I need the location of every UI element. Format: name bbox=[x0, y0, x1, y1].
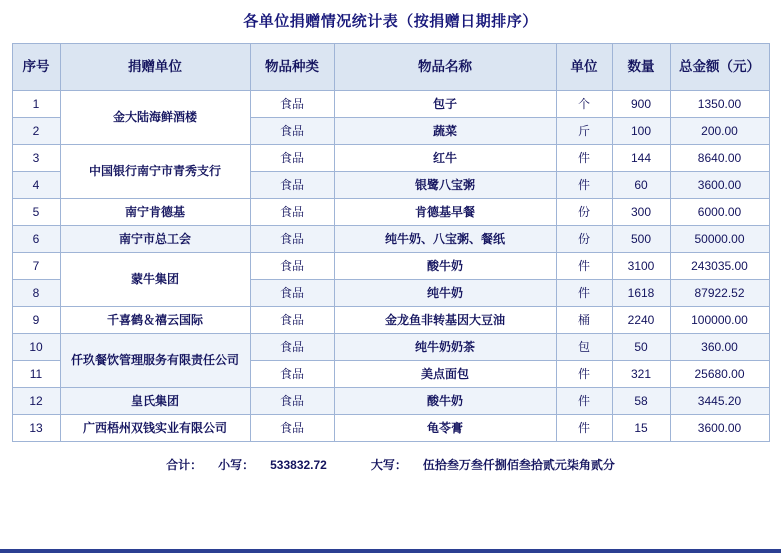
cell-category: 食品 bbox=[250, 145, 334, 172]
cell-amount: 25680.00 bbox=[670, 361, 769, 388]
column-header-amount: 总金额（元） bbox=[670, 44, 769, 91]
cell-goods-name: 金龙鱼非转基因大豆油 bbox=[334, 307, 556, 334]
cell-category: 食品 bbox=[250, 253, 334, 280]
cell-quantity: 3100 bbox=[612, 253, 670, 280]
cell-quantity: 144 bbox=[612, 145, 670, 172]
cell-amount: 3600.00 bbox=[670, 172, 769, 199]
cell-seq: 2 bbox=[12, 118, 60, 145]
cell-amount: 50000.00 bbox=[670, 226, 769, 253]
cell-unit-measure: 份 bbox=[556, 199, 612, 226]
cell-seq: 8 bbox=[12, 280, 60, 307]
cell-amount: 6000.00 bbox=[670, 199, 769, 226]
column-header-unit: 捐赠单位 bbox=[60, 44, 250, 91]
cell-seq: 4 bbox=[12, 172, 60, 199]
cell-category: 食品 bbox=[250, 388, 334, 415]
cell-donor-unit: 中国银行南宁市青秀支行 bbox=[60, 145, 250, 199]
cell-category: 食品 bbox=[250, 334, 334, 361]
cell-quantity: 500 bbox=[612, 226, 670, 253]
cell-unit-measure: 个 bbox=[556, 91, 612, 118]
table-row bbox=[12, 388, 769, 415]
cell-donor-unit: 南宁肯德基 bbox=[60, 199, 250, 226]
cell-donor-unit: 金大陆海鲜酒楼 bbox=[60, 91, 250, 145]
cell-goods-name: 银鹭八宝粥 bbox=[334, 172, 556, 199]
page-title: 各单位捐赠情况统计表（按捐赠日期排序） bbox=[243, 13, 538, 30]
cell-unit-measure: 桶 bbox=[556, 307, 612, 334]
column-header-category: 物品种类 bbox=[250, 44, 334, 91]
cell-unit-measure: 包 bbox=[556, 334, 612, 361]
table-row bbox=[12, 199, 769, 226]
cell-category: 食品 bbox=[250, 226, 334, 253]
cell-amount: 3445.20 bbox=[670, 388, 769, 415]
cell-seq: 10 bbox=[12, 334, 60, 361]
lowercase-total-value: 533832.72 bbox=[270, 457, 327, 472]
table-row bbox=[12, 226, 769, 253]
column-header-unit-measure: 单位 bbox=[556, 44, 612, 91]
cell-donor-unit: 广西梧州双钱实业有限公司 bbox=[60, 415, 250, 442]
cell-quantity: 2240 bbox=[612, 307, 670, 334]
cell-donor-unit: 皇氏集团 bbox=[60, 388, 250, 415]
table-row bbox=[12, 307, 769, 334]
cell-goods-name: 纯牛奶、八宝粥、餐纸 bbox=[334, 226, 556, 253]
cell-amount: 87922.52 bbox=[670, 280, 769, 307]
cell-donor-unit: 南宁市总工会 bbox=[60, 226, 250, 253]
cell-donor-unit: 仟玖餐饮管理服务有限责任公司 bbox=[60, 334, 250, 388]
cell-amount: 360.00 bbox=[670, 334, 769, 361]
cell-goods-name: 龟苓膏 bbox=[334, 415, 556, 442]
cell-category: 食品 bbox=[250, 415, 334, 442]
cell-goods-name: 酸牛奶 bbox=[334, 388, 556, 415]
column-header-quantity: 数量 bbox=[612, 44, 670, 91]
cell-quantity: 60 bbox=[612, 172, 670, 199]
cell-goods-name: 包子 bbox=[334, 91, 556, 118]
cell-goods-name: 红牛 bbox=[334, 145, 556, 172]
uppercase-total-value: 伍拾叁万叁仟捌佰叁拾贰元柒角贰分 bbox=[422, 458, 615, 472]
cell-goods-name: 酸牛奶 bbox=[334, 253, 556, 280]
cell-quantity: 300 bbox=[612, 199, 670, 226]
cell-goods-name: 纯牛奶奶茶 bbox=[334, 334, 556, 361]
cell-unit-measure: 份 bbox=[556, 226, 612, 253]
column-header-seq: 序号 bbox=[12, 44, 60, 91]
cell-amount: 200.00 bbox=[670, 118, 769, 145]
lowercase-total-label: 小写： bbox=[218, 458, 255, 472]
cell-quantity: 1618 bbox=[612, 280, 670, 307]
table-row bbox=[12, 253, 769, 280]
table-row bbox=[12, 145, 769, 172]
cell-amount: 8640.00 bbox=[670, 145, 769, 172]
cell-seq: 7 bbox=[12, 253, 60, 280]
cell-unit-measure: 件 bbox=[556, 388, 612, 415]
cell-unit-measure: 件 bbox=[556, 415, 612, 442]
table-row bbox=[12, 334, 769, 361]
cell-category: 食品 bbox=[250, 199, 334, 226]
uppercase-total-label: 大写： bbox=[370, 458, 407, 472]
cell-category: 食品 bbox=[250, 361, 334, 388]
donation-table bbox=[12, 43, 770, 442]
cell-unit-measure: 件 bbox=[556, 145, 612, 172]
cell-amount: 1350.00 bbox=[670, 91, 769, 118]
cell-unit-measure: 件 bbox=[556, 361, 612, 388]
cell-category: 食品 bbox=[250, 91, 334, 118]
cell-unit-measure: 件 bbox=[556, 172, 612, 199]
cell-donor-unit: 千喜鹤＆禧云国际 bbox=[60, 307, 250, 334]
table-row bbox=[12, 91, 769, 118]
bottom-rule bbox=[0, 549, 781, 553]
cell-amount: 243035.00 bbox=[670, 253, 769, 280]
cell-quantity: 58 bbox=[612, 388, 670, 415]
cell-unit-measure: 件 bbox=[556, 280, 612, 307]
total-label: 合计： bbox=[166, 458, 203, 472]
cell-amount: 3600.00 bbox=[670, 415, 769, 442]
cell-quantity: 100 bbox=[612, 118, 670, 145]
cell-unit-measure: 件 bbox=[556, 253, 612, 280]
cell-seq: 1 bbox=[12, 91, 60, 118]
cell-donor-unit: 蒙牛集团 bbox=[60, 253, 250, 307]
table-footer bbox=[12, 448, 769, 473]
cell-goods-name: 美点面包 bbox=[334, 361, 556, 388]
table-body bbox=[12, 91, 769, 442]
cell-goods-name: 纯牛奶 bbox=[334, 280, 556, 307]
cell-quantity: 321 bbox=[612, 361, 670, 388]
table-header bbox=[12, 44, 769, 91]
cell-category: 食品 bbox=[250, 307, 334, 334]
cell-goods-name: 肯德基早餐 bbox=[334, 199, 556, 226]
cell-seq: 13 bbox=[12, 415, 60, 442]
cell-seq: 3 bbox=[12, 145, 60, 172]
cell-quantity: 15 bbox=[612, 415, 670, 442]
column-header-goods: 物品名称 bbox=[334, 44, 556, 91]
cell-category: 食品 bbox=[250, 118, 334, 145]
cell-seq: 6 bbox=[12, 226, 60, 253]
cell-seq: 11 bbox=[12, 361, 60, 388]
cell-category: 食品 bbox=[250, 172, 334, 199]
cell-goods-name: 蔬菜 bbox=[334, 118, 556, 145]
cell-quantity: 50 bbox=[612, 334, 670, 361]
cell-seq: 5 bbox=[12, 199, 60, 226]
table-row bbox=[12, 415, 769, 442]
cell-seq: 9 bbox=[12, 307, 60, 334]
cell-seq: 12 bbox=[12, 388, 60, 415]
cell-category: 食品 bbox=[250, 280, 334, 307]
cell-unit-measure: 斤 bbox=[556, 118, 612, 145]
header-row bbox=[12, 44, 769, 91]
cell-quantity: 900 bbox=[612, 91, 670, 118]
cell-amount: 100000.00 bbox=[670, 307, 769, 334]
